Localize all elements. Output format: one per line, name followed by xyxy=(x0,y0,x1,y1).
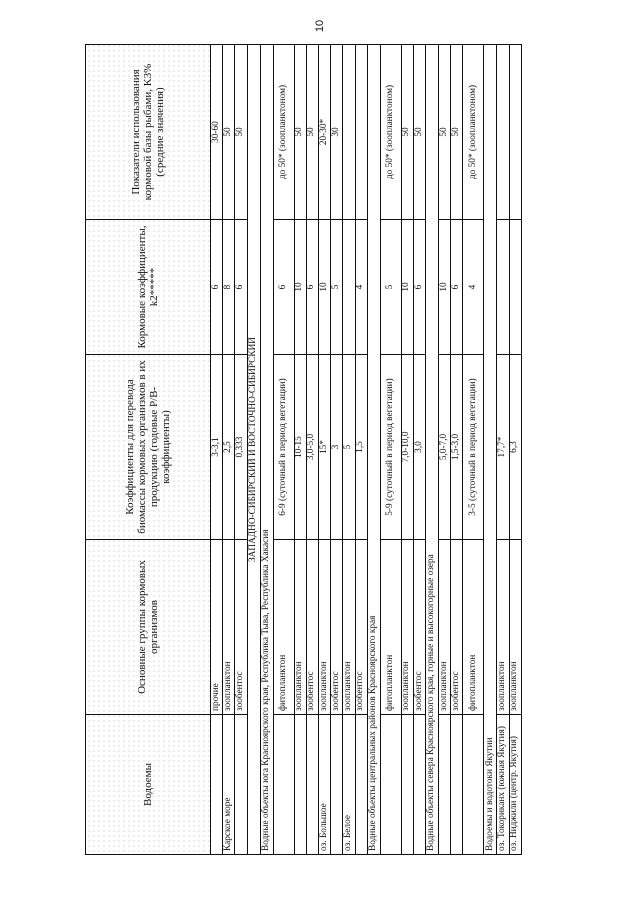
section-title: Водные объекты центральных районов Красноярского края xyxy=(367,45,380,855)
water-body-cell: оз. Ниджили (центр. Якутия) xyxy=(509,715,521,855)
pb-coefficient-cell: 6,3 xyxy=(509,355,521,540)
water-body-cell xyxy=(401,715,413,855)
table-row xyxy=(413,45,425,855)
organism-group-cell: зообентос xyxy=(235,540,247,715)
usage-indicator-cell: до 50* (зоопланктоном) xyxy=(273,45,294,220)
table-row xyxy=(331,45,343,855)
water-body-cell xyxy=(273,715,294,855)
feed-coefficient-cell: 6 xyxy=(235,220,247,355)
water-body-cell xyxy=(380,715,401,855)
pb-coefficient-cell: 3-5 (суточный в период вегетации) xyxy=(463,355,484,540)
feed-coefficient-cell: 6 xyxy=(273,220,294,355)
table-row xyxy=(211,45,223,855)
section-title: Водные объекты юга Красноярского края, Республика Тыва, Республика Хакасия xyxy=(260,45,273,855)
header-pb-coefficients: Коэффициенты для перевода биомассы кормовых организмов в их продукцию (годовые P/B-коэффициенты) xyxy=(86,355,211,540)
header-feed-coefficients: Кормовые коэффициенты, k2***** xyxy=(86,220,211,355)
feed-coefficient-cell xyxy=(497,220,509,355)
feed-coefficient-cell: 6 xyxy=(451,220,463,355)
table-row xyxy=(273,45,294,855)
table-row xyxy=(235,45,247,855)
pb-coefficient-cell: 10-15 xyxy=(294,355,306,540)
table-row xyxy=(318,45,330,855)
usage-indicator-cell: 50 xyxy=(451,45,463,220)
table-row xyxy=(343,45,355,855)
table-header-row xyxy=(86,45,211,855)
table-row xyxy=(223,45,235,855)
usage-indicator-cell: 50 xyxy=(223,45,235,220)
section-row xyxy=(367,45,380,855)
pb-coefficient-cell: 5 xyxy=(343,355,355,540)
pb-coefficient-cell: 17,7* xyxy=(497,355,509,540)
table-row xyxy=(401,45,413,855)
table-row xyxy=(497,45,509,855)
organism-group-cell: фитопланктон xyxy=(273,540,294,715)
pb-coefficient-cell: 3-3,1 xyxy=(211,355,223,540)
organism-group-cell: зоопланктон xyxy=(318,540,330,715)
feed-coefficient-cell: 5 xyxy=(331,220,343,355)
pb-coefficient-cell: 2,5 xyxy=(223,355,235,540)
feed-coefficient-cell: 10 xyxy=(401,220,413,355)
feed-coefficient-cell: 4 xyxy=(355,220,367,355)
pb-coefficient-cell: 5-9 (суточный в период вегетации) xyxy=(380,355,401,540)
feed-coefficient-cell: 6 xyxy=(306,220,318,355)
feed-coefficient-cell xyxy=(343,220,355,355)
section-row xyxy=(247,45,260,855)
usage-indicator-cell: 30-60 xyxy=(211,45,223,220)
usage-indicator-cell: до 50* (зоопланктоном) xyxy=(463,45,484,220)
table-row xyxy=(355,45,367,855)
feed-coefficient-cell xyxy=(509,220,521,355)
section-row xyxy=(484,45,497,855)
organism-group-cell: зоопланктон xyxy=(497,540,509,715)
usage-indicator-cell: до 50* (зоопланктоном) xyxy=(380,45,401,220)
water-body-cell xyxy=(235,715,247,855)
organism-group-cell: зоопланктон xyxy=(294,540,306,715)
header-organism-groups: Основные группы кормовых организмов xyxy=(86,540,211,715)
section-title: Водные объекты севера Красноярского края, горные и высокогорные озера xyxy=(426,45,439,855)
table-row xyxy=(509,45,521,855)
rotated-table-wrapper xyxy=(85,45,587,855)
section-title: Водоемы и водотоки Якутии xyxy=(484,45,497,855)
usage-indicator-cell: 50 xyxy=(413,45,425,220)
pb-coefficient-cell: 6-9 (суточный в период вегетации) xyxy=(273,355,294,540)
organism-group-cell: зоопланктон xyxy=(509,540,521,715)
feed-coefficient-cell: 10 xyxy=(294,220,306,355)
pb-coefficient-cell: 3 xyxy=(331,355,343,540)
usage-indicator-cell xyxy=(497,45,509,220)
pb-coefficient-cell: 3,0-5,0 xyxy=(306,355,318,540)
water-body-cell: Карское море xyxy=(223,715,235,855)
organism-group-cell: зоопланктон xyxy=(401,540,413,715)
usage-indicator-cell: 50 xyxy=(294,45,306,220)
pb-coefficient-cell: 7,0-10,0 xyxy=(401,355,413,540)
water-body-cell: оз. Белое xyxy=(343,715,355,855)
organism-group-cell: зообентос xyxy=(331,540,343,715)
table-row xyxy=(380,45,401,855)
section-title: ЗАПАДНО-СИБИРСКИЙ И ВОСТОЧНО-СИБИРСКИЙ xyxy=(247,45,260,855)
usage-indicator-cell: 20-30* xyxy=(318,45,330,220)
pb-coefficient-cell: 1,5 xyxy=(355,355,367,540)
organism-group-cell: зообентос xyxy=(413,540,425,715)
feed-coefficient-cell: 10 xyxy=(439,220,451,355)
organism-group-cell: зоопланктон xyxy=(439,540,451,715)
page-number: 10 xyxy=(314,19,326,33)
water-body-cell: оз. Токориканх (южная Якутия) xyxy=(497,715,509,855)
section-row xyxy=(260,45,273,855)
feed-coefficient-cell: 10 xyxy=(318,220,330,355)
usage-indicator-cell xyxy=(343,45,355,220)
table-row xyxy=(451,45,463,855)
water-body-cell: оз. Большое xyxy=(318,715,330,855)
usage-indicator-cell: 30 xyxy=(331,45,343,220)
usage-indicator-cell: 50 xyxy=(439,45,451,220)
section-row xyxy=(426,45,439,855)
water-body-cell xyxy=(439,715,451,855)
pb-coefficient-cell: 15* xyxy=(318,355,330,540)
water-body-cell xyxy=(211,715,223,855)
usage-indicator-cell xyxy=(355,45,367,220)
organism-group-cell: фитопланктон xyxy=(380,540,401,715)
organism-group-cell: зообентос xyxy=(306,540,318,715)
feed-coefficients-table xyxy=(85,44,522,855)
water-body-cell xyxy=(451,715,463,855)
organism-group-cell: фитопланктон xyxy=(463,540,484,715)
water-body-cell xyxy=(331,715,343,855)
water-body-cell xyxy=(294,715,306,855)
organism-group-cell: зоопланктон xyxy=(223,540,235,715)
feed-coefficient-cell: 6 xyxy=(413,220,425,355)
pb-coefficient-cell: 3,0 xyxy=(413,355,425,540)
pb-coefficient-cell: 0,333 xyxy=(235,355,247,540)
organism-group-cell: зоопланктон xyxy=(343,540,355,715)
feed-coefficient-cell: 4 xyxy=(463,220,484,355)
table-row xyxy=(306,45,318,855)
pb-coefficient-cell: 1,5-3,0 xyxy=(451,355,463,540)
organism-group-cell: прочие xyxy=(211,540,223,715)
water-body-cell xyxy=(355,715,367,855)
usage-indicator-cell: 50 xyxy=(401,45,413,220)
usage-indicator-cell xyxy=(509,45,521,220)
table-row xyxy=(463,45,484,855)
table-row xyxy=(294,45,306,855)
header-usage-indicators: Показатели использования кормовой базы рыбами, K3% (средние значения) xyxy=(86,45,211,220)
organism-group-cell: зообентос xyxy=(451,540,463,715)
water-body-cell xyxy=(413,715,425,855)
feed-coefficient-cell: 6 xyxy=(211,220,223,355)
usage-indicator-cell: 50 xyxy=(235,45,247,220)
water-body-cell xyxy=(306,715,318,855)
feed-coefficient-cell: 5 xyxy=(380,220,401,355)
pb-coefficient-cell: 5,0-7,0 xyxy=(439,355,451,540)
header-water-bodies: Водоемы xyxy=(86,715,211,855)
table-row xyxy=(439,45,451,855)
usage-indicator-cell: 50 xyxy=(306,45,318,220)
feed-coefficient-cell: 8 xyxy=(223,220,235,355)
water-body-cell xyxy=(463,715,484,855)
organism-group-cell: зообентос xyxy=(355,540,367,715)
